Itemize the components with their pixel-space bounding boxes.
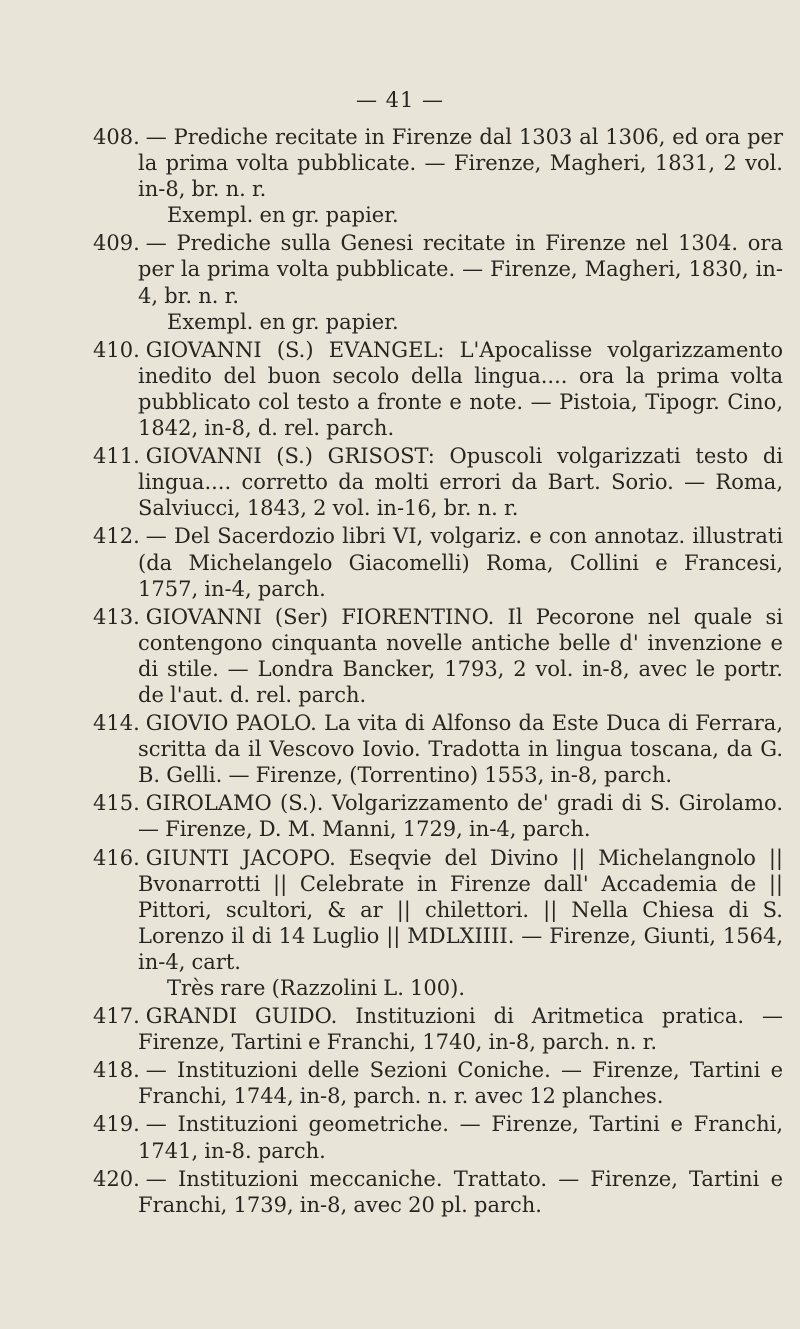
- catalogue-entry: [93, 523, 783, 601]
- entry-number: 419.: [93, 1112, 140, 1137]
- entry-text: GIOVANNI (Ser) FIORENTINO. Il Pecorone nel quale si contengono cinquanta novelle antiche belle d' invenzione e di stile. — Londra Bancker, 1793, 2 vol. in-8, avec le portr. de l'aut. d. rel. parch.: [138, 604, 783, 707]
- entry-number: 412.: [93, 524, 140, 549]
- catalogue-entry: [93, 1111, 783, 1163]
- entry-text: — Instituzioni delle Sezioni Coniche. — Firenze, Tartini e Franchi, 1744, in-8, parch. n. r. avec 12 planches.: [138, 1058, 783, 1109]
- entry-number: 416.: [93, 845, 140, 870]
- entry-number: 408.: [93, 125, 140, 149]
- entry-text: GIUNTI JACOPO. Eseqvie del Divino || Michelangnolo || Bvonarrotti || Celebrate in Firenze dall' Accademia de || Pittori, scultori, & ar || chilettori. || Nella Chiesa di S. Lorenzo il di 14 Luglio || MDLXIIII. — Firenze, Giunti, 1564, in-4, cart.: [138, 845, 783, 974]
- entry-number: 411.: [93, 444, 140, 469]
- catalogue-entry: [93, 845, 783, 1002]
- catalogue-entry: [93, 1057, 783, 1109]
- entry-text: GIOVIO PAOLO. La vita di Alfonso da Este Duca di Ferrara, scritta da il Vescovo Iovio. Tradotta in lingua toscana, da G. B. Gelli. — Firenze, (Torrentino) 1553, in-8, parch.: [138, 711, 783, 788]
- catalogue-entry: [93, 790, 783, 842]
- entry-note: Très rare (Razzolini L. 100).: [167, 976, 465, 1000]
- catalogue-entry: [93, 1166, 783, 1218]
- entry-number: 415.: [93, 791, 140, 816]
- entry-number: 417.: [93, 1004, 140, 1029]
- entry-text: — Instituzioni meccaniche. Trattato. — Firenze, Tartini e Franchi, 1739, in-8, avec 20 pl. parch.: [138, 1166, 783, 1217]
- entry-number: 409.: [93, 231, 140, 256]
- entry-text: GIOVANNI (S.) EVANGEL: L'Apocalisse volgarizzamento inedito del buon secolo della lingua.... ora la prima volta pubblicato col testo a fronte e note. — Pistoia, Tipogr. Cino, 1842, in-8, d. rel. parch.: [138, 337, 783, 441]
- catalogue-entry: [93, 443, 783, 521]
- catalogue-entry: [93, 124, 783, 228]
- catalogue-entry: [93, 1003, 783, 1055]
- entry-text: GIOVANNI (S.) GRISOST: Opuscoli volgarizzati testo di lingua.... corretto da molti errori da Bart. Sorio. — Roma, Salviucci, 1843, 2 vol. in-16, br. n. r.: [138, 444, 783, 521]
- entry-text: — Del Sacerdozio libri VI, volgariz. e con annotaz. illustrati (da Michelangelo Giacomelli) Roma, Collini e Francesi, 1757, in-4, parch.: [138, 524, 783, 601]
- catalogue-entry: [93, 710, 783, 788]
- entry-text: — Prediche sulla Genesi recitate in Firenze nel 1304. ora per la prima volta pubblicate. — Firenze, Magheri, 1830, in-4, br. n. r.: [138, 231, 783, 308]
- entry-text: — Instituzioni geometriche. — Firenze, Tartini e Franchi, 1741, in-8. parch.: [138, 1112, 783, 1163]
- entry-list: [93, 124, 783, 1220]
- catalogue-entry: [93, 337, 783, 441]
- entry-number: 413.: [93, 604, 140, 629]
- entry-number: 418.: [93, 1058, 140, 1083]
- page-number: — 41 —: [355, 88, 445, 112]
- entry-text: — Prediche recitate in Firenze dal 1303 al 1306, ed ora per la prima volta pubblicate. — Firenze, Magheri, 1831, 2 vol. in-8, br. n. r.: [138, 125, 783, 202]
- catalogue-entry: [93, 230, 783, 334]
- entry-number: 410.: [93, 337, 140, 362]
- entry-number: 414.: [93, 711, 140, 736]
- catalogue-entry: [93, 604, 783, 708]
- entry-number: 420.: [93, 1166, 140, 1191]
- entry-note: Exempl. en gr. papier.: [167, 203, 399, 228]
- entry-note: Exempl. en gr. papier.: [167, 309, 399, 334]
- entry-text: GIROLAMO (S.). Volgarizzamento de' gradi di S. Girolamo. — Firenze, D. M. Manni, 1729, in-4, parch.: [138, 791, 783, 842]
- entry-text: GRANDI GUIDO. Instituzioni di Aritmetica pratica. — Firenze, Tartini e Franchi, 1740, in-8, parch. n. r.: [138, 1004, 783, 1055]
